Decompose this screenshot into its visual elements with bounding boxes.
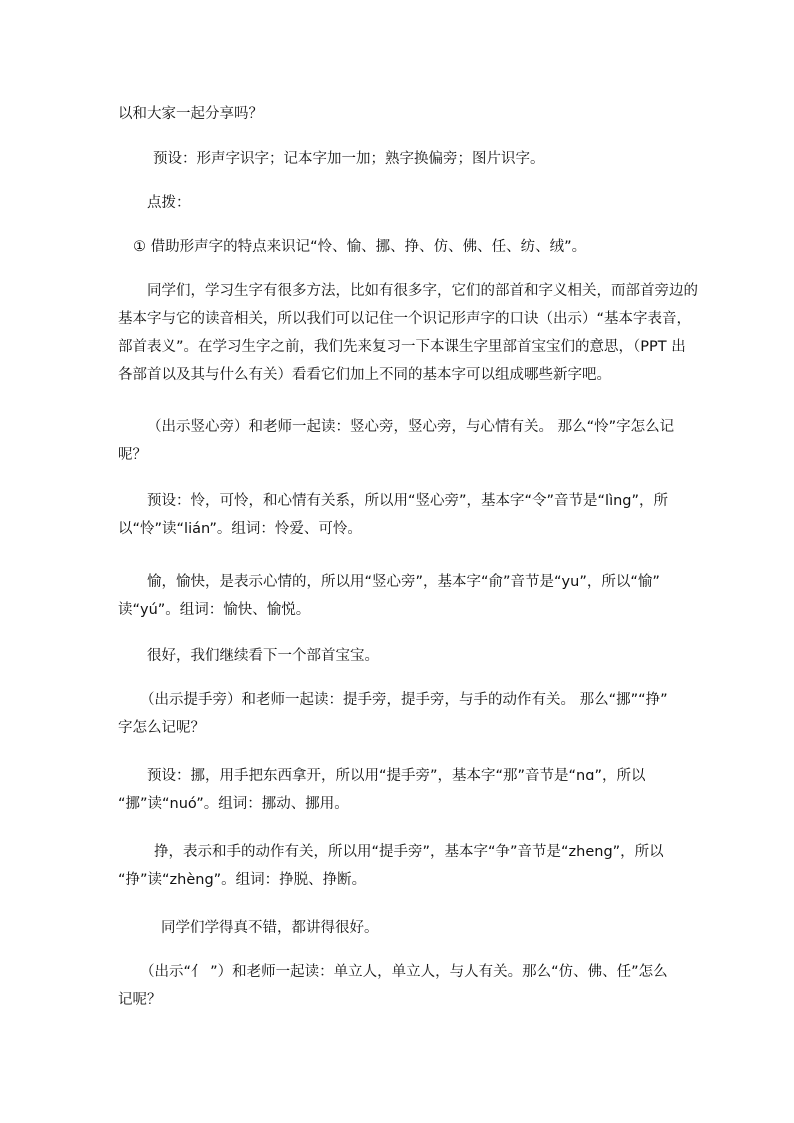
paragraph-9	[147, 642, 707, 670]
text-line: 很好，我们继续看下一个部首宝宝。	[147, 648, 379, 664]
text-line: 预设：挪，用手把东西拿开，所以用“提手旁”，基本字“那”音节是“nɑ”，所以	[147, 768, 646, 784]
paragraph-1	[118, 100, 678, 128]
paragraph-2	[153, 145, 713, 173]
text-line: 基本字与它的读音相关，所以我们可以记住一个识记形声字的口诀（出示）“基本字表音，	[118, 311, 692, 327]
text-line: 呢？	[118, 447, 147, 463]
text-line: 同学们学得真不错，都讲得很好。	[161, 920, 379, 936]
paragraph-11	[118, 762, 678, 818]
paragraph-4	[133, 233, 693, 261]
text-line: （出示“亻 ”）和老师一起读：单立人，单立人，与人有关。那么“仿、佛、任”怎么	[140, 964, 668, 980]
text-line: 预设：怜，可怜，和心情有关系，所以用“竖心旁”，基本字“令”音节是“lìng”，所	[147, 493, 669, 509]
text-line: 点拨：	[147, 195, 191, 211]
paragraph-8	[118, 568, 678, 624]
text-line: 同学们，学习生字有很多方法，比如有很多字，它们的部首和字义相关，而部首旁边的	[147, 283, 698, 299]
text-line: （出示竖心旁）和老师一起读：竖心旁，竖心旁，与心情有关。 那么“怜”字怎么记	[147, 419, 675, 435]
text-line: 记呢？	[118, 992, 162, 1008]
text-line: 部首表义”。在学习生字之前，我们先来复习一下本课生字里部首宝宝们的意思，（PPT 出	[118, 339, 686, 355]
text-line: 字怎么记呢？	[118, 720, 205, 736]
text-line: 预设：形声字识字；记本字加一加；熟字换偏旁；图片识字。	[153, 151, 545, 167]
paragraph-12	[118, 838, 678, 894]
paragraph-6	[118, 413, 678, 469]
paragraph-5	[118, 277, 698, 389]
text-line: 以和大家一起分享吗？	[118, 106, 263, 122]
paragraph-14	[118, 958, 678, 1014]
text-line: 挣，表示和手的动作有关，所以用“提手旁”，基本字“争”音节是“zheng”，所以	[154, 844, 664, 860]
text-line: 各部首以及其与什么有关）看看它们加上不同的基本字可以组成哪些新字吧。	[118, 367, 611, 383]
text-line: 读“yú”。组词：愉快、愉悦。	[118, 602, 311, 618]
text-line: ① 借助形声字的特点来识记“怜、愉、挪、挣、仿、佛、任、纺、绒”。	[133, 239, 587, 255]
text-line: 愉，愉快，是表示心情的，所以用“竖心旁”，基本字“俞”音节是“yu”，所以“愉”	[147, 574, 660, 590]
text-line: “挪”读“nuó”。组词：挪动、挪用。	[118, 796, 349, 812]
paragraph-7	[118, 487, 678, 543]
text-line: 以“怜”读“lián”。组词：怜爱、可怜。	[118, 521, 362, 537]
paragraph-10	[118, 686, 678, 742]
text-line: （出示提手旁）和老师一起读：提手旁，提手旁，与手的动作有关。 那么“挪”“挣”	[140, 692, 668, 708]
paragraph-13	[161, 914, 721, 942]
paragraph-3	[147, 189, 707, 217]
text-line: “挣”读“zhèng”。组词：挣脱、挣断。	[118, 872, 367, 888]
